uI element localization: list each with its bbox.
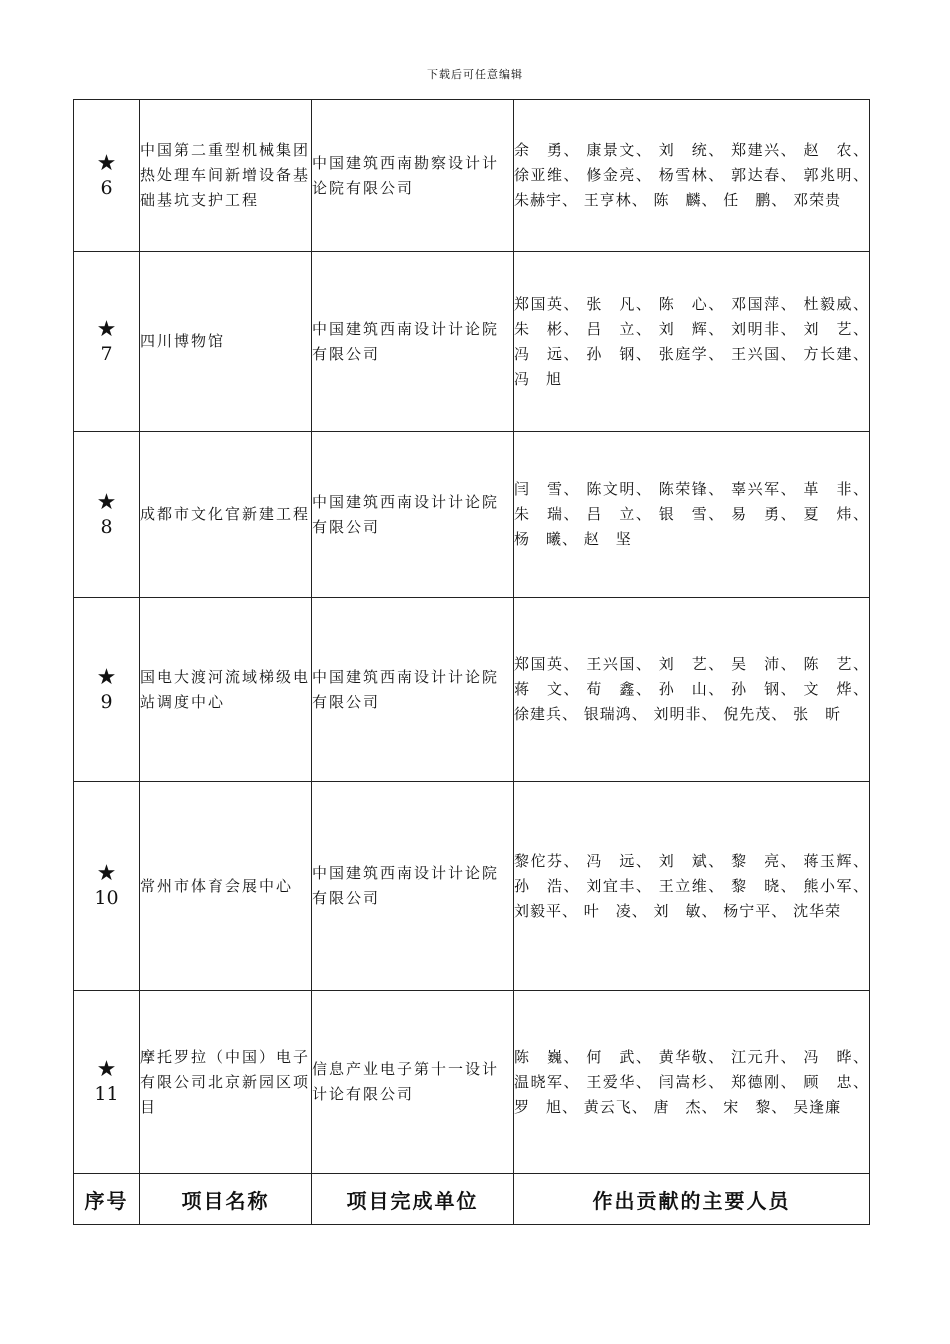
award-table — [73, 99, 870, 1225]
header-note: 下载后可任意编辑 — [427, 68, 523, 81]
table-row — [74, 432, 870, 598]
project-unit: 中国建筑西南勘察设计计论院有限公司 — [312, 100, 514, 252]
seq-number: 8 — [100, 515, 113, 538]
seq-cell — [74, 598, 140, 782]
project-people: 余 勇、 康景文、 刘 统、 郑建兴、 赵 农、 徐亚维、 修金亮、 杨雪林、 郭达春、 郭兆明、 朱赫宇、 王亨林、 陈 麟、 任 鹏、 邓荣贵 — [514, 100, 870, 252]
seq-cell — [74, 782, 140, 991]
project-people: 郑国英、 王兴国、 刘 艺、 吴 沛、 陈 艺、 蒋 文、 荀 鑫、 孙 山、 孙 钢、 文 烨、 徐建兵、 银瑞鸿、 刘明非、 倪先茂、 张 昕 — [514, 598, 870, 782]
seq-cell — [74, 432, 140, 598]
project-name: 四川博物馆 — [140, 252, 312, 432]
seq-cell — [74, 100, 140, 252]
star-icon: ★ — [96, 489, 117, 515]
column-header-seq: 序号 — [74, 1174, 140, 1225]
table-row — [74, 782, 870, 991]
table-header-row — [74, 1174, 870, 1225]
project-unit: 信息产业电子第十一设计计论有限公司 — [312, 991, 514, 1174]
star-icon: ★ — [96, 1057, 117, 1082]
project-unit: 中国建筑西南设计计论院有限公司 — [312, 782, 514, 991]
project-name: 摩托罗拉（中国）电子有限公司北京新园区项目 — [140, 991, 312, 1174]
seq-number: 7 — [100, 342, 113, 365]
seq-number: 9 — [100, 690, 113, 713]
project-people: 陈 巍、 何 武、 黄华敬、 江元升、 冯 晔、 温晓军、 王爱华、 闫嵩杉、 郑德刚、 顾 忠、 罗 旭、 黄云飞、 唐 杰、 宋 黎、 吴逢廉 — [514, 991, 870, 1174]
project-name: 国电大渡河流域梯级电站调度中心 — [140, 598, 312, 782]
project-name: 中国第二重型机械集团热处理车间新增设备基础基坑支护工程 — [140, 100, 312, 252]
project-name: 成都市文化官新建工程 — [140, 432, 312, 598]
column-header-people: 作出贡献的主要人员 — [514, 1174, 870, 1225]
seq-cell — [74, 991, 140, 1174]
star-icon: ★ — [96, 861, 117, 886]
project-people: 郑国英、 张 凡、 陈 心、 邓国萍、 杜毅威、 朱 彬、 吕 立、 刘 辉、 刘明非、 刘 艺、 冯 远、 孙 钢、 张庭学、 王兴国、 方长建、 冯 旭 — [514, 252, 870, 432]
star-icon: ★ — [96, 316, 117, 342]
project-unit: 中国建筑西南设计计论院有限公司 — [312, 252, 514, 432]
project-people: 黎佗芬、 冯 远、 刘 斌、 黎 亮、 蒋玉辉、 孙 浩、 刘宜丰、 王立维、 黎 晓、 熊小军、 刘毅平、 叶 凌、 刘 敏、 杨宁平、 沈华荣 — [514, 782, 870, 991]
table-row — [74, 991, 870, 1174]
table-row — [74, 598, 870, 782]
column-header-unit: 项目完成单位 — [312, 1174, 514, 1225]
seq-number: 11 — [94, 1083, 119, 1105]
star-icon: ★ — [96, 664, 117, 690]
project-unit: 中国建筑西南设计计论院有限公司 — [312, 432, 514, 598]
project-unit: 中国建筑西南设计计论院有限公司 — [312, 598, 514, 782]
project-name: 常州市体育会展中心 — [140, 782, 312, 991]
seq-number: 6 — [100, 176, 113, 199]
table-row — [74, 252, 870, 432]
seq-cell — [74, 252, 140, 432]
column-header-name: 项目名称 — [140, 1174, 312, 1225]
star-icon: ★ — [96, 150, 117, 176]
table-row — [74, 100, 870, 252]
project-people: 闫 雪、 陈文明、 陈荣锋、 辜兴军、 革 非、 朱 瑞、 吕 立、 银 雪、 易 勇、 夏 炜、 杨 曦、 赵 坚 — [514, 432, 870, 598]
seq-number: 10 — [94, 887, 119, 909]
